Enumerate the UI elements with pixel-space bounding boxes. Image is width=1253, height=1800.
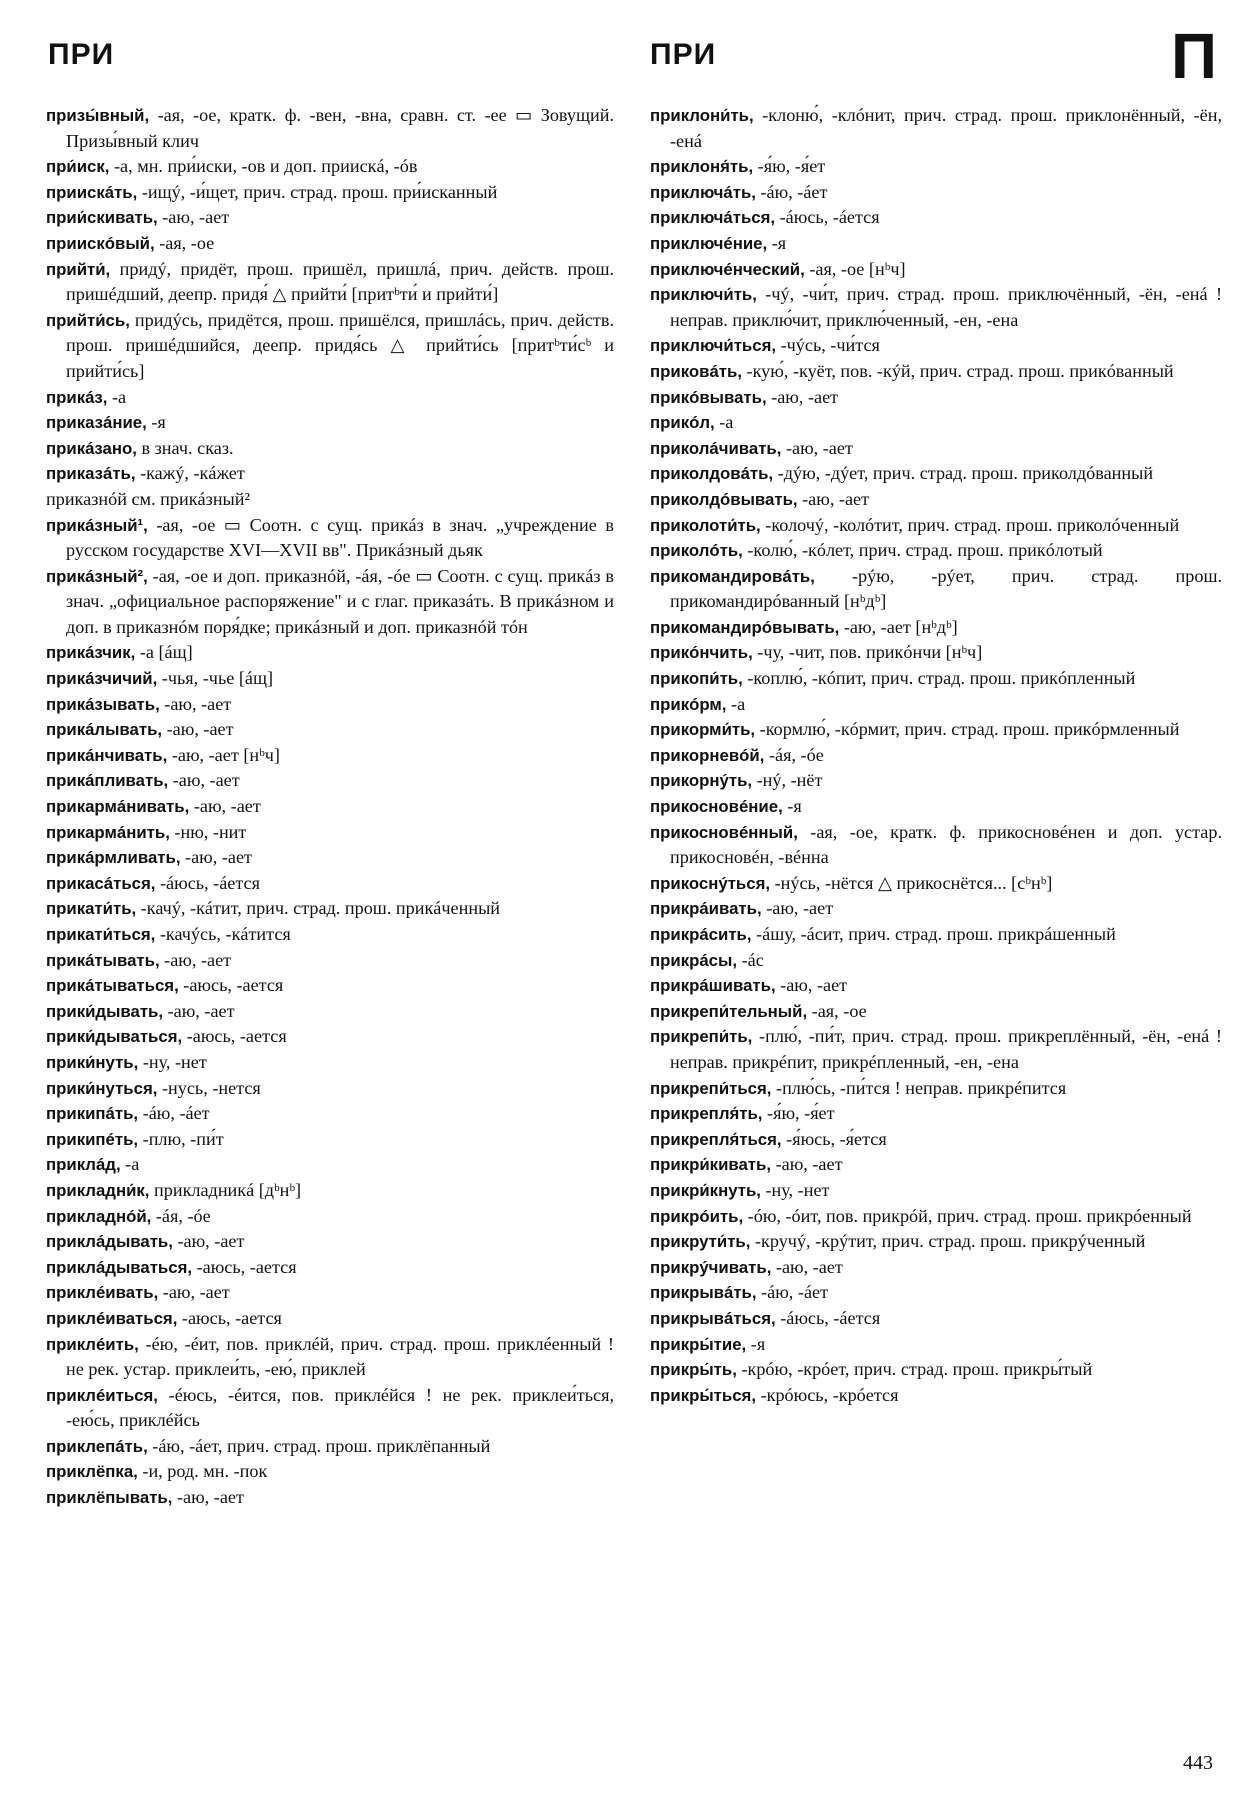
entry-headword: приклоня́ть, — [650, 157, 754, 177]
dictionary-entry — [46, 1178, 614, 1204]
dictionary-entry — [46, 205, 614, 231]
entry-headword: приказáние, — [46, 413, 147, 433]
entry-body: -я — [767, 232, 787, 253]
dictionary-entry — [650, 666, 1222, 692]
entry-body: -ая, -ое и доп. приказнóй, -áя, -óе ▭ Соотн. с сущ. прикáз в знач. „официальное распоряжение" и с глаг. приказáть. В прикáзном и доп. в приказнóм поря́дке; прикáзный и доп. приказнóй тóн — [66, 565, 614, 637]
entry-body: -áшу, -áсит, прич. страд. прош. прикрáшенный — [751, 924, 1116, 944]
entry-headword: приключéнческий, — [650, 259, 805, 279]
dictionary-entry — [650, 461, 1222, 487]
dictionary-entry — [650, 487, 1222, 513]
entry-body: -áя, -óе — [151, 1205, 211, 1226]
entry-headword: приколóть, — [650, 541, 743, 561]
entry-headword: прикáзывать, — [46, 694, 160, 714]
entry-body: -колочý, -колóтит, прич. страд. прош. приколóченный — [760, 514, 1180, 535]
dictionary-entry — [46, 1076, 614, 1102]
entry-headword: прии́скивать, — [46, 208, 158, 228]
entry-body: -колю́, -кóлет, прич. страд. прош. прикóлотый — [742, 540, 1103, 561]
entry-body: -áю, -áет — [755, 181, 828, 202]
entry-headword: прикáрмливать, — [46, 848, 181, 868]
dictionary-entry — [650, 205, 1222, 231]
dictionary-entry — [46, 1255, 614, 1281]
entry-headword: прикармáнивать, — [46, 797, 190, 817]
entry-headword: приклéивать, — [46, 1283, 159, 1303]
entry-headword: прикрепи́тельный, — [650, 1001, 808, 1021]
entry-headword: прикипéть, — [46, 1129, 139, 1149]
dictionary-entry — [46, 1485, 614, 1511]
entry-body: в знач. сказ. — [136, 437, 234, 458]
entry-headword: прикры́тие, — [650, 1334, 747, 1354]
entry-body: прикладникá [дᵇнᵇ] — [149, 1179, 302, 1200]
entry-headword: прикáзано, — [46, 438, 137, 458]
entry-body: -ню, -нит — [169, 821, 247, 842]
entry-body: -áюсь, -áется — [155, 872, 260, 893]
dictionary-entry — [650, 333, 1222, 359]
dictionary-entry — [650, 359, 1222, 385]
entry-headword: прикрáсы, — [650, 950, 738, 970]
entry-body: -éюсь, -éится, пов. приклéйся ! не рек. приклеи́ться, -ею́сь, приклéйсь — [66, 1384, 614, 1431]
entry-headword: прикóл, — [650, 413, 715, 433]
entry-headword: прикорми́ть, — [650, 720, 756, 740]
dictionary-entry — [650, 231, 1222, 257]
entry-headword: приключáть, — [650, 182, 756, 202]
entry-body: -крóю, -крóет, прич. страд. прош. прикры́тый — [736, 1359, 1093, 1380]
entry-headword: приклéить, — [46, 1334, 139, 1354]
dictionary-entry — [46, 640, 614, 666]
dictionary-entry — [650, 385, 1222, 411]
dictionary-entry — [650, 1229, 1222, 1255]
entry-headword: прикрепля́ться, — [650, 1129, 782, 1149]
entry-body: -рýю, -рýет, прич. страд. прош. прикомандирóванный [нᵇдᵇ] — [670, 565, 1222, 612]
entry-headword: прикрýчивать, — [650, 1257, 772, 1277]
entry-headword: прикрáивать, — [650, 899, 762, 919]
entry-body: -аю, -ает — [761, 898, 834, 919]
dictionary-entry — [46, 999, 614, 1025]
dictionary-entry — [650, 1076, 1222, 1102]
entry-body: -аю, -ает — [766, 386, 839, 407]
dictionary-entry — [46, 1434, 614, 1460]
entry-headword: прикрывáть, — [650, 1283, 757, 1303]
entry-body: -я́ю, -я́ет — [762, 1103, 835, 1124]
dictionary-entry — [46, 1280, 614, 1306]
entry-body: -я́ю, -я́ет — [753, 156, 826, 177]
entry-body: придý, придёт, прош. пришёл, пришлá, прич. действ. прош. пришéдший, деепр. придя́ △ прийти́ [притᵇти́ и прийти́] — [66, 258, 614, 305]
entry-headword: приклáдываться, — [46, 1257, 193, 1277]
entry-body: -аю, -ает — [168, 770, 240, 791]
entry-body: -аю, -ает — [159, 949, 232, 970]
entry-body: -кую́, -куёт, пов. -кýй, прич. страд. прош. прикóванный — [741, 360, 1174, 381]
entry-body: -ая, -ое ▭ Соотн. с сущ. прикáз в знач. „учреждение в русском государстве XVI—XVII вв". Прикáзный дьяк — [66, 514, 614, 561]
entry-headword: приискáть, — [46, 182, 138, 202]
entry-headword: прикри́кнуть, — [650, 1180, 761, 1200]
dictionary-entry — [650, 513, 1222, 539]
entry-body: -чья, -чье [áщ] — [157, 668, 274, 689]
entry-body: -нý, -нёт — [752, 770, 823, 791]
entry-headword: приковáть, — [650, 361, 742, 381]
entry-headword: приклáд, — [46, 1155, 121, 1175]
entry-headword: прикомандировáть, — [650, 566, 815, 586]
dictionary-entry — [650, 410, 1222, 436]
entry-body: -ищý, -и́щет, прич. страд. прош. при́исканный — [137, 181, 498, 202]
entry-headword: прикати́ть, — [46, 899, 137, 919]
entry-body: -аю, -ает — [158, 1282, 230, 1303]
entry-body: -а — [714, 412, 734, 433]
entry-headword: прики́дываться, — [46, 1027, 183, 1047]
dictionary-entry — [46, 231, 614, 257]
left-column — [46, 103, 614, 1511]
entry-headword: прикрепля́ть, — [650, 1104, 763, 1124]
dictionary-entry — [46, 896, 614, 922]
entry-body: -а — [107, 386, 127, 407]
dictionary-entry — [46, 1101, 614, 1127]
dictionary-entry — [46, 845, 614, 871]
entry-body: -аю, -ает [нᵇч] — [167, 744, 280, 765]
dictionary-entry — [650, 871, 1222, 897]
section-letter: П — [1171, 20, 1217, 92]
dictionary-entry — [46, 1306, 614, 1332]
entry-body: -плю́, -пи́т, прич. страд. прош. прикреплённый, -ён, -енá ! неправ. прикрéпит, прикрéпленный, -ен, -ена — [670, 1026, 1222, 1072]
entry-body: -óю, -óит, пов. прикрóй, прич. страд. прош. прикрóенный — [743, 1205, 1192, 1226]
entry-headword: прикосновéнный, — [650, 822, 798, 842]
dictionary-entry — [650, 743, 1222, 769]
dictionary-entry — [650, 1127, 1222, 1153]
entry-headword: прики́нуть, — [46, 1052, 139, 1072]
entry-body: -коплю́, -кóпит, прич. страд. прош. прикóпленный — [742, 668, 1136, 689]
entry-body: -ну, -нет — [138, 1051, 207, 1072]
entry-headword: прики́дывать, — [46, 1001, 164, 1021]
dictionary-entry — [46, 1204, 614, 1230]
dictionary-entry — [650, 1332, 1222, 1358]
entry-body: -áю, -áет — [756, 1282, 829, 1303]
dictionary-entry — [46, 1024, 614, 1050]
dictionary-entry — [650, 1024, 1222, 1075]
entry-body: -я — [746, 1333, 766, 1354]
entry-headword: прикосновéние, — [650, 797, 783, 817]
entry-headword: прикóнчить, — [650, 643, 753, 663]
entry-body: -áюсь, -áется — [775, 1307, 881, 1328]
dictionary-entry — [650, 820, 1222, 871]
entry-body: -аюсь, -ается — [192, 1256, 297, 1277]
entry-body: -áюсь, -áется — [775, 207, 880, 228]
dictionary-entry — [650, 1255, 1222, 1281]
entry-headword: прикáтываться, — [46, 976, 179, 996]
entry-body: -éю, -éит, пов. приклéй, прич. страд. прош. приклéенный ! не рек. устар. приклеи́ть, -ею́, приклей — [66, 1333, 614, 1380]
dictionary-entry — [46, 1383, 614, 1434]
entry-headword: приискóвый, — [46, 233, 155, 253]
dictionary-entry — [46, 308, 614, 385]
entry-body: -а, мн. при́иски, -ов и доп. приискá, -óв — [109, 156, 418, 177]
entry-body: -ая, -ое — [807, 1000, 867, 1021]
entry-body: -áя, -óе — [764, 744, 824, 765]
entry-headword: прикáнчивать, — [46, 745, 168, 765]
dictionary-entry — [650, 103, 1222, 154]
dictionary-entry — [650, 1383, 1222, 1409]
entry-headword: приключи́ться, — [650, 336, 777, 356]
dictionary-entry — [650, 1204, 1222, 1230]
entry-headword: прикáзчичий, — [46, 669, 158, 689]
entry-headword: прики́нуться, — [46, 1078, 158, 1098]
entry-body: -а — [726, 693, 746, 714]
dictionary-entry — [46, 487, 614, 513]
dictionary-entry — [46, 794, 614, 820]
dictionary-entry — [46, 154, 614, 180]
entry-body: -крóюсь, -крóется — [756, 1384, 899, 1405]
dictionary-entry — [650, 1357, 1222, 1383]
entry-body: -аю, -ает — [172, 1231, 245, 1252]
entry-headword: прикри́кивать, — [650, 1155, 772, 1175]
entry-body: -аю, -ает — [162, 719, 234, 740]
entry-body: придýсь, придётся, прош. пришёлся, пришлáсь, прич. действ. прош. пришéдшийся, деепр. придя́сь △ прийти́сь [притᵇти́сᵇ и прийти́сь] — [66, 309, 614, 381]
entry-headword: приколдóвывать, — [650, 489, 798, 509]
entry-body: -ая, -ое, кратк. ф. прикосновéнен и доп. устар. прикосновéн, -вéнна — [670, 821, 1222, 868]
dictionary-entry — [650, 436, 1222, 462]
entry-body: -кажý, -кáжет — [135, 463, 245, 484]
entry-headword: приколоти́ть, — [650, 515, 761, 535]
dictionary-entry — [46, 1332, 614, 1383]
entry-headword: при́иск, — [46, 157, 110, 177]
dictionary-entry — [46, 564, 614, 641]
dictionary-entry — [46, 103, 614, 154]
entry-headword: приказáть, — [46, 464, 136, 484]
entry-headword: прикрáшивать, — [650, 976, 776, 996]
entry-headword: прикрáсить, — [650, 925, 752, 944]
left-running-head: ПРИ — [48, 38, 115, 71]
right-column — [650, 103, 1222, 1408]
entry-headword: прикáтывать, — [46, 950, 160, 970]
dictionary-entry — [650, 615, 1222, 641]
entry-headword: прийти́, — [46, 259, 111, 279]
dictionary-entry — [650, 1101, 1222, 1127]
entry-body: -и, род. мн. -пок — [137, 1461, 268, 1482]
entry-headword: прикорневóй, — [650, 745, 765, 765]
entry-body: -кормлю́, -кóрмит, прич. страд. прош. прикóрмленный — [755, 719, 1180, 740]
entry-headword: прикрепи́ться, — [650, 1078, 772, 1098]
dictionary-entry — [46, 820, 614, 846]
entry-headword: прикладни́к, — [46, 1180, 150, 1200]
entry-headword: прикры́ть, — [650, 1360, 737, 1380]
entry-body: -аю, -ает — [163, 1000, 235, 1021]
dictionary-entry — [46, 692, 614, 718]
entry-body: -аюсь, -ается — [182, 1026, 287, 1047]
entry-body: -ну, -нет — [760, 1179, 830, 1200]
entry-body: -аю, -ает — [775, 975, 848, 996]
entry-headword: прикрепи́ть, — [650, 1027, 753, 1047]
dictionary-entry — [650, 922, 1222, 948]
entry-body: -я́юсь, -я́ется — [781, 1128, 887, 1149]
entry-body: -аю, -ает — [771, 1154, 843, 1175]
right-running-head: ПРИ — [650, 38, 717, 71]
entry-headword: приклони́ть, — [650, 106, 754, 125]
dictionary-entry — [46, 1152, 614, 1178]
entry-headword: приклéиваться, — [46, 1308, 178, 1328]
dictionary-entry — [46, 973, 614, 999]
entry-body: -чу, -чит, пов. прикóнчи [нᵇч] — [752, 642, 983, 663]
dictionary-entry — [46, 513, 614, 564]
entry-body: -аю, -ает — [797, 488, 870, 509]
entry-headword: призы́вный, — [46, 106, 150, 125]
entry-headword: прикóвывать, — [650, 387, 767, 407]
dictionary-entry — [46, 180, 614, 206]
dictionary-entry — [46, 1229, 614, 1255]
dictionary-entry — [46, 922, 614, 948]
entry-headword: прийти́сь, — [46, 310, 130, 330]
entry-headword: прикóрм, — [650, 694, 727, 714]
entry-body: -чý, -чи́т, прич. страд. прош. приключённый, -ён, -енá ! неправ. приклю́чит, приклю́ченный, -ен, -ена — [670, 284, 1222, 330]
entry-headword: прикрути́ть, — [650, 1232, 751, 1252]
entry-body: -качý, -кáтит, прич. страд. прош. прикáченный — [136, 898, 501, 919]
entry-headword: прикасáться, — [46, 873, 156, 893]
entry-headword: прикати́ться, — [46, 925, 156, 944]
dictionary-entry — [650, 538, 1222, 564]
entry-headword: прикáлывать, — [46, 720, 163, 740]
dictionary-entry — [650, 1280, 1222, 1306]
dictionary-entry — [46, 743, 614, 769]
dictionary-entry — [650, 282, 1222, 333]
entry-body: -аю, -ает — [172, 1487, 244, 1508]
dictionary-entry — [46, 948, 614, 974]
dictionary-entry — [46, 871, 614, 897]
entry-body: -аю, -ает — [771, 1256, 843, 1277]
dictionary-entry — [46, 385, 614, 411]
entry-headword: приклепáть, — [46, 1436, 148, 1456]
entry-headword: приколдовáть, — [650, 464, 774, 484]
dictionary-entry — [650, 180, 1222, 206]
entry-body: -нýсь, -нётся △ прикоснётся... [сᵇнᵇ] — [770, 872, 1053, 893]
entry-body: -аю, -ает — [157, 207, 230, 228]
entry-body: -чýсь, -чи́тся — [776, 335, 880, 356]
entry-headword: прикорнýть, — [650, 771, 753, 791]
dictionary-entry — [46, 410, 614, 436]
entry-body: -аю, -ает — [189, 796, 261, 817]
entry-body: -я — [146, 412, 166, 433]
page-number: 443 — [1183, 1752, 1213, 1774]
entry-body: -плю, -пи́т — [138, 1128, 224, 1149]
dictionary-entry — [650, 948, 1222, 974]
entry-body: -а [áщ] — [135, 642, 193, 663]
dictionary-entry — [46, 436, 614, 462]
dictionary-entry — [650, 794, 1222, 820]
dictionary-entry — [46, 1459, 614, 1485]
entry-headword: прикармáнить, — [46, 822, 170, 842]
entry-body: -ая, -ое — [154, 232, 215, 253]
dictionary-entry — [650, 564, 1222, 615]
entry-headword: прикры́ться, — [650, 1385, 757, 1405]
entry-body: -кручý, -крýтит, прич. страд. прош. прикрýченный — [750, 1231, 1146, 1252]
entry-headword: прикáпливать, — [46, 771, 169, 791]
entry-headword: прикрывáться, — [650, 1308, 776, 1328]
entry-body: -áю, -áет, прич. страд. прош. приклёпанный — [147, 1435, 491, 1456]
entry-headword: прикрóить, — [650, 1206, 744, 1226]
entry-headword: приключи́ть, — [650, 285, 757, 305]
entry-body: -аю, -ает [нᵇдᵇ] — [839, 616, 958, 637]
entry-headword: приключáться, — [650, 208, 776, 228]
dictionary-entry — [46, 768, 614, 794]
entry-body: -аю, -ает — [180, 847, 252, 868]
dictionary-entry — [46, 1127, 614, 1153]
entry-body: -нусь, -нется — [157, 1077, 261, 1098]
dictionary-entry — [46, 1050, 614, 1076]
dictionary-entry — [46, 717, 614, 743]
entry-body: -дýю, -дýет, прич. страд. прош. приколдóванный — [773, 463, 1154, 484]
dictionary-entry — [650, 154, 1222, 180]
dictionary-entry — [650, 1152, 1222, 1178]
dictionary-entry — [46, 461, 614, 487]
entry-headword: приклáдывать, — [46, 1232, 173, 1252]
dictionary-entry — [650, 896, 1222, 922]
dictionary-entry — [650, 1306, 1222, 1332]
dictionary-entry — [46, 257, 614, 308]
entry-headword: прикомандирóвывать, — [650, 617, 840, 637]
entry-headword: прикипáть, — [46, 1104, 139, 1124]
entry-headword: прикáзчик, — [46, 643, 136, 663]
dictionary-entry — [650, 692, 1222, 718]
entry-headword: прикáзный¹, — [46, 515, 148, 535]
entry-headword: приключéние, — [650, 233, 768, 253]
entry-body: -аюсь, -ается — [177, 1307, 282, 1328]
entry-headword: приклéиться, — [46, 1385, 158, 1405]
dictionary-entry — [650, 768, 1222, 794]
entry-headword: прикоснýться, — [650, 873, 771, 893]
entry-body: приказнóй см. прикáзный² — [46, 488, 250, 509]
entry-headword: прикáз, — [46, 387, 108, 407]
dictionary-entry — [650, 973, 1222, 999]
entry-body: -áс — [737, 949, 764, 970]
entry-body: -ая, -ое [нᵇч] — [804, 258, 906, 279]
entry-headword: прикопи́ть, — [650, 669, 743, 689]
entry-body: -аю, -ает — [159, 693, 232, 714]
entry-headword: прикладнóй, — [46, 1206, 152, 1226]
entry-body: -аю, -ает — [781, 437, 853, 458]
dictionary-entry — [650, 640, 1222, 666]
entry-body: -плю́сь, -пи́тся ! неправ. прикрéпится — [771, 1077, 1067, 1098]
entry-body: -а — [120, 1154, 140, 1175]
entry-body: -аюсь, -ается — [178, 975, 284, 996]
entry-headword: прикáзный², — [46, 566, 148, 586]
entry-headword: приклёпывать, — [46, 1488, 173, 1508]
entry-body: -качýсь, -кáтится — [155, 924, 291, 944]
entry-headword: приколáчивать, — [650, 438, 782, 458]
entry-headword: приклёпка, — [46, 1462, 138, 1482]
dictionary-entry — [46, 666, 614, 692]
dictionary-entry — [650, 1178, 1222, 1204]
dictionary-entry — [650, 717, 1222, 743]
dictionary-entry — [650, 257, 1222, 283]
dictionary-entry — [650, 999, 1222, 1025]
entry-body: -ая, -ое, кратк. ф. -вен, -вна, сравн. ст. -ее ▭ Зовущий. Призы́вный клич — [66, 105, 614, 151]
entry-body: -áю, -áет — [138, 1103, 210, 1124]
entry-body: -я — [782, 796, 802, 817]
entry-body: -клоню́, -клóнит, прич. страд. прош. приклонённый, -ён, -енá — [670, 105, 1222, 151]
